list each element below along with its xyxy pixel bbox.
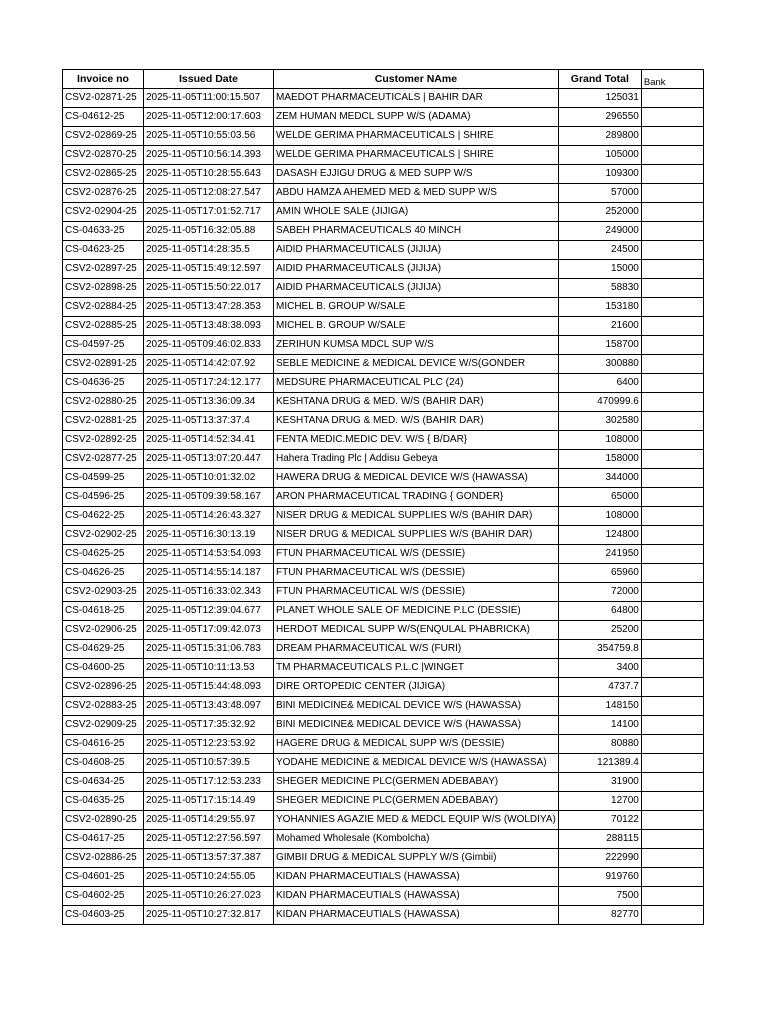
cell-grand-total: 302580 xyxy=(558,412,641,431)
cell-invoice-no: CS-04635-25 xyxy=(63,792,144,811)
cell-grand-total: 12700 xyxy=(558,792,641,811)
cell-invoice-no: CS-04596-25 xyxy=(63,488,144,507)
cell-bank xyxy=(641,393,703,412)
cell-customer-name: YOHANNIES AGAZIE MED & MEDCL EQUIP W/S (WOLDIYA) xyxy=(274,811,559,830)
table-row xyxy=(63,507,704,526)
cell-invoice-no: CSV2-02876-25 xyxy=(63,184,144,203)
cell-issued-date: 2025-11-05T13:36:09.34 xyxy=(144,393,274,412)
cell-issued-date: 2025-11-05T14:42:07.92 xyxy=(144,355,274,374)
table-row xyxy=(63,241,704,260)
cell-bank xyxy=(641,317,703,336)
cell-bank xyxy=(641,203,703,222)
cell-bank xyxy=(641,260,703,279)
cell-bank xyxy=(641,241,703,260)
cell-bank xyxy=(641,488,703,507)
cell-issued-date: 2025-11-05T15:50:22.017 xyxy=(144,279,274,298)
cell-grand-total: 158000 xyxy=(558,450,641,469)
cell-invoice-no: CS-04600-25 xyxy=(63,659,144,678)
cell-bank xyxy=(641,621,703,640)
cell-grand-total: 158700 xyxy=(558,336,641,355)
cell-issued-date: 2025-11-05T13:43:48.097 xyxy=(144,697,274,716)
table-row xyxy=(63,602,704,621)
cell-customer-name: SEBLE MEDICINE & MEDICAL DEVICE W/S(GONDER xyxy=(274,355,559,374)
cell-grand-total: 24500 xyxy=(558,241,641,260)
cell-bank xyxy=(641,697,703,716)
cell-grand-total: 7500 xyxy=(558,887,641,906)
cell-grand-total: 121389.4 xyxy=(558,754,641,773)
cell-bank xyxy=(641,754,703,773)
table-row xyxy=(63,393,704,412)
cell-grand-total: 70122 xyxy=(558,811,641,830)
cell-invoice-no: CS-04602-25 xyxy=(63,887,144,906)
cell-bank xyxy=(641,222,703,241)
cell-customer-name: MICHEL B. GROUP W/SALE xyxy=(274,298,559,317)
cell-invoice-no: CSV2-02906-25 xyxy=(63,621,144,640)
cell-issued-date: 2025-11-05T15:44:48.093 xyxy=(144,678,274,697)
cell-issued-date: 2025-11-05T14:55:14.187 xyxy=(144,564,274,583)
cell-bank xyxy=(641,887,703,906)
cell-issued-date: 2025-11-05T13:57:37.387 xyxy=(144,849,274,868)
cell-grand-total: 65000 xyxy=(558,488,641,507)
cell-customer-name: NISER DRUG & MEDICAL SUPPLIES W/S (BAHIR DAR) xyxy=(274,526,559,545)
cell-customer-name: KESHTANA DRUG & MED. W/S (BAHIR DAR) xyxy=(274,393,559,412)
table-row xyxy=(63,260,704,279)
cell-issued-date: 2025-11-05T16:33:02.343 xyxy=(144,583,274,602)
cell-customer-name: HAWERA DRUG & MEDICAL DEVICE W/S (HAWASSA) xyxy=(274,469,559,488)
cell-bank xyxy=(641,127,703,146)
cell-issued-date: 2025-11-05T15:49:12.597 xyxy=(144,260,274,279)
cell-bank xyxy=(641,545,703,564)
cell-grand-total: 109300 xyxy=(558,165,641,184)
cell-issued-date: 2025-11-05T17:09:42.073 xyxy=(144,621,274,640)
cell-customer-name: MICHEL B. GROUP W/SALE xyxy=(274,317,559,336)
cell-customer-name: NISER DRUG & MEDICAL SUPPLIES W/S (BAHIR DAR) xyxy=(274,507,559,526)
cell-grand-total: 6400 xyxy=(558,374,641,393)
cell-customer-name: ZEM HUMAN MEDCL SUPP W/S (ADAMA) xyxy=(274,108,559,127)
cell-customer-name: DIRE ORTOPEDIC CENTER (JIJIGA) xyxy=(274,678,559,697)
cell-issued-date: 2025-11-05T16:30:13.19 xyxy=(144,526,274,545)
table-row xyxy=(63,127,704,146)
cell-invoice-no: CS-04626-25 xyxy=(63,564,144,583)
cell-customer-name: SABEH PHARMACEUTICALS 40 MINCH xyxy=(274,222,559,241)
cell-issued-date: 2025-11-05T09:46:02.833 xyxy=(144,336,274,355)
cell-grand-total: 470999.6 xyxy=(558,393,641,412)
cell-issued-date: 2025-11-05T14:26:43.327 xyxy=(144,507,274,526)
cell-invoice-no: CSV2-02891-25 xyxy=(63,355,144,374)
cell-invoice-no: CSV2-02884-25 xyxy=(63,298,144,317)
cell-invoice-no: CSV2-02898-25 xyxy=(63,279,144,298)
cell-invoice-no: CS-04636-25 xyxy=(63,374,144,393)
cell-issued-date: 2025-11-05T09:39:58.167 xyxy=(144,488,274,507)
cell-bank xyxy=(641,526,703,545)
cell-bank xyxy=(641,450,703,469)
cell-bank xyxy=(641,374,703,393)
cell-invoice-no: CSV2-02865-25 xyxy=(63,165,144,184)
cell-bank xyxy=(641,735,703,754)
cell-invoice-no: CS-04599-25 xyxy=(63,469,144,488)
cell-invoice-no: CSV2-02909-25 xyxy=(63,716,144,735)
cell-issued-date: 2025-11-05T10:11:13.53 xyxy=(144,659,274,678)
cell-invoice-no: CS-04633-25 xyxy=(63,222,144,241)
cell-grand-total: 25200 xyxy=(558,621,641,640)
table-row xyxy=(63,697,704,716)
cell-issued-date: 2025-11-05T10:01:32.02 xyxy=(144,469,274,488)
cell-issued-date: 2025-11-05T13:37:37.4 xyxy=(144,412,274,431)
table-row xyxy=(63,849,704,868)
cell-issued-date: 2025-11-05T14:52:34.41 xyxy=(144,431,274,450)
table-row xyxy=(63,374,704,393)
cell-issued-date: 2025-11-05T12:27:56.597 xyxy=(144,830,274,849)
cell-invoice-no: CS-04634-25 xyxy=(63,773,144,792)
cell-issued-date: 2025-11-05T15:31:06.783 xyxy=(144,640,274,659)
cell-issued-date: 2025-11-05T13:47:28.353 xyxy=(144,298,274,317)
cell-grand-total: 919760 xyxy=(558,868,641,887)
cell-customer-name: KIDAN PHARMACEUTIALS (HAWASSA) xyxy=(274,887,559,906)
cell-invoice-no: CS-04601-25 xyxy=(63,868,144,887)
cell-issued-date: 2025-11-05T16:32:05.88 xyxy=(144,222,274,241)
cell-grand-total: 153180 xyxy=(558,298,641,317)
cell-bank xyxy=(641,355,703,374)
cell-invoice-no: CS-04616-25 xyxy=(63,735,144,754)
cell-customer-name: ZERIHUN KUMSA MDCL SUP W/S xyxy=(274,336,559,355)
cell-bank xyxy=(641,678,703,697)
cell-invoice-no: CSV2-02897-25 xyxy=(63,260,144,279)
cell-invoice-no: CSV2-02870-25 xyxy=(63,146,144,165)
cell-invoice-no: CSV2-02902-25 xyxy=(63,526,144,545)
header-invoice-no: Invoice no xyxy=(63,70,144,89)
cell-invoice-no: CSV2-02904-25 xyxy=(63,203,144,222)
table-row xyxy=(63,165,704,184)
cell-customer-name: PLANET WHOLE SALE OF MEDICINE P.LC (DESSIE) xyxy=(274,602,559,621)
cell-grand-total: 124800 xyxy=(558,526,641,545)
cell-invoice-no: CS-04603-25 xyxy=(63,906,144,925)
table-row xyxy=(63,830,704,849)
cell-invoice-no: CSV2-02877-25 xyxy=(63,450,144,469)
cell-invoice-no: CSV2-02896-25 xyxy=(63,678,144,697)
table-row xyxy=(63,412,704,431)
cell-grand-total: 105000 xyxy=(558,146,641,165)
cell-invoice-no: CSV2-02871-25 xyxy=(63,89,144,108)
cell-customer-name: Hahera Trading Plc | Addisu Gebeya xyxy=(274,450,559,469)
cell-issued-date: 2025-11-05T13:48:38.093 xyxy=(144,317,274,336)
cell-customer-name: KESHTANA DRUG & MED. W/S (BAHIR DAR) xyxy=(274,412,559,431)
cell-issued-date: 2025-11-05T17:15:14.49 xyxy=(144,792,274,811)
table-row xyxy=(63,792,704,811)
cell-issued-date: 2025-11-05T10:27:32.817 xyxy=(144,906,274,925)
cell-customer-name: HERDOT MEDICAL SUPP W/S(ENQULAL PHABRICKA) xyxy=(274,621,559,640)
cell-issued-date: 2025-11-05T17:01:52.717 xyxy=(144,203,274,222)
cell-customer-name: AIDID PHARMACEUTICALS (JIJIJA) xyxy=(274,260,559,279)
cell-bank xyxy=(641,773,703,792)
cell-customer-name: ARON PHARMACEUTICAL TRADING { GONDER} xyxy=(274,488,559,507)
cell-invoice-no: CSV2-02885-25 xyxy=(63,317,144,336)
cell-issued-date: 2025-11-05T10:28:55.643 xyxy=(144,165,274,184)
cell-invoice-no: CS-04617-25 xyxy=(63,830,144,849)
table-row xyxy=(63,659,704,678)
cell-issued-date: 2025-11-05T17:12:53.233 xyxy=(144,773,274,792)
cell-invoice-no: CS-04612-25 xyxy=(63,108,144,127)
cell-customer-name: FTUN PHARMACEUTICAL W/S (DESSIE) xyxy=(274,583,559,602)
cell-grand-total: 80880 xyxy=(558,735,641,754)
cell-customer-name: SHEGER MEDICINE PLC(GERMEN ADEBABAY) xyxy=(274,773,559,792)
cell-bank xyxy=(641,146,703,165)
table-row xyxy=(63,203,704,222)
cell-issued-date: 2025-11-05T12:23:53.92 xyxy=(144,735,274,754)
cell-issued-date: 2025-11-05T10:24:55.05 xyxy=(144,868,274,887)
cell-invoice-no: CSV2-02883-25 xyxy=(63,697,144,716)
cell-grand-total: 108000 xyxy=(558,507,641,526)
table-row xyxy=(63,450,704,469)
cell-issued-date: 2025-11-05T10:55:03.56 xyxy=(144,127,274,146)
table-row xyxy=(63,89,704,108)
cell-bank xyxy=(641,868,703,887)
cell-grand-total: 64800 xyxy=(558,602,641,621)
table-row xyxy=(63,868,704,887)
cell-bank xyxy=(641,659,703,678)
cell-bank xyxy=(641,811,703,830)
table-row xyxy=(63,583,704,602)
cell-bank xyxy=(641,906,703,925)
cell-customer-name: YODAHE MEDICINE & MEDICAL DEVICE W/S (HAWASSA) xyxy=(274,754,559,773)
cell-invoice-no: CSV2-02886-25 xyxy=(63,849,144,868)
cell-grand-total: 288115 xyxy=(558,830,641,849)
table-row xyxy=(63,108,704,127)
cell-grand-total: 296550 xyxy=(558,108,641,127)
cell-grand-total: 82770 xyxy=(558,906,641,925)
cell-customer-name: Mohamed Wholesale (Kombolcha) xyxy=(274,830,559,849)
cell-invoice-no: CS-04618-25 xyxy=(63,602,144,621)
cell-customer-name: KIDAN PHARMACEUTIALS (HAWASSA) xyxy=(274,906,559,925)
cell-grand-total: 148150 xyxy=(558,697,641,716)
table-row xyxy=(63,621,704,640)
table-row xyxy=(63,184,704,203)
cell-bank xyxy=(641,165,703,184)
cell-grand-total: 65960 xyxy=(558,564,641,583)
cell-customer-name: WELDE GERIMA PHARMACEUTICALS | SHIRE xyxy=(274,127,559,146)
cell-invoice-no: CSV2-02903-25 xyxy=(63,583,144,602)
table-row xyxy=(63,431,704,450)
table-row xyxy=(63,279,704,298)
cell-invoice-no: CSV2-02881-25 xyxy=(63,412,144,431)
cell-customer-name: FENTA MEDIC.MEDIC DEV. W/S { B/DAR} xyxy=(274,431,559,450)
cell-issued-date: 2025-11-05T12:08:27.547 xyxy=(144,184,274,203)
cell-customer-name: MAEDOT PHARMACEUTICALS | BAHIR DAR xyxy=(274,89,559,108)
cell-customer-name: DREAM PHARMACEUTICAL W/S (FURI) xyxy=(274,640,559,659)
cell-invoice-no: CSV2-02890-25 xyxy=(63,811,144,830)
header-customer-name: Customer NAme xyxy=(274,70,559,89)
table-row xyxy=(63,906,704,925)
cell-issued-date: 2025-11-05T13:07:20.447 xyxy=(144,450,274,469)
cell-bank xyxy=(641,849,703,868)
cell-grand-total: 289800 xyxy=(558,127,641,146)
table-row xyxy=(63,678,704,697)
cell-invoice-no: CS-04623-25 xyxy=(63,241,144,260)
cell-grand-total: 58830 xyxy=(558,279,641,298)
table-row xyxy=(63,564,704,583)
cell-bank xyxy=(641,412,703,431)
cell-grand-total: 300880 xyxy=(558,355,641,374)
cell-issued-date: 2025-11-05T10:26:27.023 xyxy=(144,887,274,906)
cell-bank xyxy=(641,640,703,659)
cell-customer-name: AIDID PHARMACEUTICALS (JIJIJA) xyxy=(274,279,559,298)
cell-bank xyxy=(641,792,703,811)
table-row xyxy=(63,146,704,165)
cell-bank xyxy=(641,336,703,355)
table-row xyxy=(63,469,704,488)
header-bank: Bank xyxy=(641,70,703,89)
table-row xyxy=(63,735,704,754)
cell-customer-name: SHEGER MEDICINE PLC(GERMEN ADEBABAY) xyxy=(274,792,559,811)
cell-issued-date: 2025-11-05T10:57:39.5 xyxy=(144,754,274,773)
cell-customer-name: FTUN PHARMACEUTICAL W/S (DESSIE) xyxy=(274,564,559,583)
cell-grand-total: 57000 xyxy=(558,184,641,203)
header-grand-total: Grand Total xyxy=(558,70,641,89)
cell-invoice-no: CS-04608-25 xyxy=(63,754,144,773)
cell-issued-date: 2025-11-05T14:53:54.093 xyxy=(144,545,274,564)
cell-customer-name: TM PHARMACEUTICALS P.L.C |WINGET xyxy=(274,659,559,678)
cell-grand-total: 4737.7 xyxy=(558,678,641,697)
cell-invoice-no: CSV2-02869-25 xyxy=(63,127,144,146)
cell-grand-total: 21600 xyxy=(558,317,641,336)
table-row xyxy=(63,773,704,792)
cell-issued-date: 2025-11-05T17:24:12.177 xyxy=(144,374,274,393)
cell-grand-total: 14100 xyxy=(558,716,641,735)
table-row xyxy=(63,716,704,735)
table-body xyxy=(63,89,704,925)
cell-bank xyxy=(641,507,703,526)
cell-bank xyxy=(641,184,703,203)
cell-customer-name: GIMBII DRUG & MEDICAL SUPPLY W/S (Gimbii) xyxy=(274,849,559,868)
cell-bank xyxy=(641,89,703,108)
cell-customer-name: DASASH EJJIGU DRUG & MED SUPP W/S xyxy=(274,165,559,184)
table-row xyxy=(63,811,704,830)
table-row xyxy=(63,298,704,317)
cell-bank xyxy=(641,298,703,317)
cell-customer-name: MEDSURE PHARMACEUTICAL PLC (24) xyxy=(274,374,559,393)
cell-bank xyxy=(641,716,703,735)
cell-bank xyxy=(641,830,703,849)
cell-customer-name: ABDU HAMZA AHEMED MED & MED SUPP W/S xyxy=(274,184,559,203)
cell-invoice-no: CS-04625-25 xyxy=(63,545,144,564)
table-row xyxy=(63,488,704,507)
cell-grand-total: 3400 xyxy=(558,659,641,678)
cell-issued-date: 2025-11-05T11:00:15.507 xyxy=(144,89,274,108)
table-row xyxy=(63,754,704,773)
cell-customer-name: WELDE GERIMA PHARMACEUTICALS | SHIRE xyxy=(274,146,559,165)
cell-grand-total: 344000 xyxy=(558,469,641,488)
table-row xyxy=(63,887,704,906)
cell-bank xyxy=(641,564,703,583)
cell-invoice-no: CS-04622-25 xyxy=(63,507,144,526)
cell-issued-date: 2025-11-05T14:28:35.5 xyxy=(144,241,274,260)
cell-bank xyxy=(641,602,703,621)
cell-customer-name: AMIN WHOLE SALE (JIJIGA) xyxy=(274,203,559,222)
cell-grand-total: 15000 xyxy=(558,260,641,279)
cell-issued-date: 2025-11-05T12:00:17.603 xyxy=(144,108,274,127)
table-row xyxy=(63,355,704,374)
cell-bank xyxy=(641,583,703,602)
header-row xyxy=(63,70,704,89)
cell-bank xyxy=(641,279,703,298)
invoice-table xyxy=(62,69,704,925)
table-row xyxy=(63,317,704,336)
header-issued-date: Issued Date xyxy=(144,70,274,89)
table-row xyxy=(63,526,704,545)
cell-customer-name: AIDID PHARMACEUTICALS (JIJIJA) xyxy=(274,241,559,260)
cell-grand-total: 125031 xyxy=(558,89,641,108)
cell-grand-total: 354759.8 xyxy=(558,640,641,659)
cell-invoice-no: CS-04629-25 xyxy=(63,640,144,659)
table-row xyxy=(63,545,704,564)
cell-issued-date: 2025-11-05T14:29:55.97 xyxy=(144,811,274,830)
cell-bank xyxy=(641,469,703,488)
cell-customer-name: BINI MEDICINE& MEDICAL DEVICE W/S (HAWASSA) xyxy=(274,716,559,735)
cell-grand-total: 108000 xyxy=(558,431,641,450)
cell-customer-name: HAGERE DRUG & MEDICAL SUPP W/S (DESSIE) xyxy=(274,735,559,754)
cell-grand-total: 222990 xyxy=(558,849,641,868)
cell-issued-date: 2025-11-05T10:56:14.393 xyxy=(144,146,274,165)
cell-customer-name: FTUN PHARMACEUTICAL W/S (DESSIE) xyxy=(274,545,559,564)
table-row xyxy=(63,640,704,659)
cell-grand-total: 252000 xyxy=(558,203,641,222)
cell-bank xyxy=(641,431,703,450)
cell-invoice-no: CSV2-02892-25 xyxy=(63,431,144,450)
cell-grand-total: 249000 xyxy=(558,222,641,241)
table-row xyxy=(63,222,704,241)
cell-issued-date: 2025-11-05T12:39:04.677 xyxy=(144,602,274,621)
cell-invoice-no: CS-04597-25 xyxy=(63,336,144,355)
cell-grand-total: 241950 xyxy=(558,545,641,564)
cell-customer-name: BINI MEDICINE& MEDICAL DEVICE W/S (HAWASSA) xyxy=(274,697,559,716)
cell-invoice-no: CSV2-02880-25 xyxy=(63,393,144,412)
cell-grand-total: 72000 xyxy=(558,583,641,602)
cell-bank xyxy=(641,108,703,127)
cell-issued-date: 2025-11-05T17:35:32.92 xyxy=(144,716,274,735)
table-row xyxy=(63,336,704,355)
cell-customer-name: KIDAN PHARMACEUTIALS (HAWASSA) xyxy=(274,868,559,887)
cell-grand-total: 31900 xyxy=(558,773,641,792)
